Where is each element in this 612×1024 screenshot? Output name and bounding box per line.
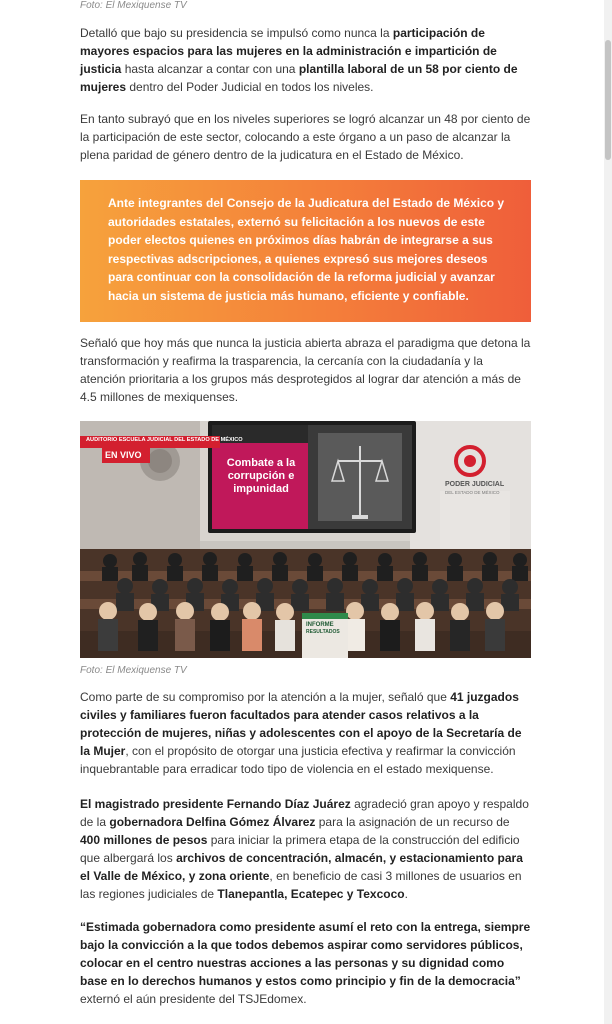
paragraph-niveles-superiores: En tanto subrayó que en los niveles superiores se logró alcanzar un 48 por ciento de la participación de este sector, colocando a este órgano a un paso de alcanzar la plena paridad de género dentro de la judicatura en el Estado de México. [80,112,531,162]
podium-label-line2: RESULTADOS [306,629,340,635]
text-run: Como parte de su compromiso por la atención a la mujer, señaló que [80,690,451,704]
text-run: para la asignación de un recurso de [315,815,510,829]
paragraph-magistrado [80,795,531,903]
poder-judicial-logo-line1: PODER JUDICIAL [445,481,505,488]
text-run-bold: 41 juzgados civiles y familiares fueron facultados para atender casos relativos a la protección de mujeres, niñas y adolescentes con el apoyo de la Secretaría de la Mujer [80,690,522,758]
text-run-bold: El magistrado presidente Fernando Díaz Juárez [80,797,351,811]
text-run: dentro del Poder Judicial en todos los niveles. [126,80,374,94]
text-run: . [404,887,408,901]
live-badge: EN VIVO [105,450,142,460]
text-run: Detalló que bajo su presidencia se impulsó como nunca la [80,26,393,40]
text-run: , con el propósito de otorgar una justicia efectiva y reafirmar la convicción inquebrantable para erradicar todo tipo de violencia en el estado mexiquense. [80,744,516,776]
text-run: para iniciar la primera etapa de la construcción del edificio que albergará los [80,833,520,865]
paragraph-atencion-mujer [80,688,531,778]
text-run: agradeció gran apoyo y respaldo de la [80,797,529,829]
poder-judicial-logo-line2: DEL ESTADO DE MÉXICO [445,490,500,495]
highlight-callout [80,180,531,322]
podium-label-line1: INFORME [306,622,334,628]
text-run-bold: plantilla laboral de un 58 por ciento de mujeres [80,62,518,94]
photo-caption-top: Foto: El Mexiquense TV [80,0,187,11]
text-run: hasta alcanzar a contar con una [121,62,299,76]
vertical-scrollbar[interactable] [604,0,612,1024]
text-run-bold: Tlanepantla, Ecatepec y Texcoco [217,887,405,901]
photo-caption: Foto: El Mexiquense TV [80,665,187,676]
text-run-bold: 400 millones de pesos [80,833,208,847]
text-run-bold: archivos de concentración, almacén, y estacionamiento para el Valle de México, y zona oriente [80,851,523,883]
scrollbar-thumb[interactable] [605,40,611,160]
callout-text: Ante integrantes del Consejo de la Judicatura del Estado de México y autoridades estatales, externó su felicitación a los nuevos de este poder electos quienes en próximos días habrán de integrarse a sus respectivas adscripciones, a quienes expresó sus mejores deseos para continuar con la consolidación de la reforma judicial y avanzar hacia un sistema de justicia más humano, eficiente y confiable. [108,196,505,303]
paragraph-quote [80,918,531,1008]
paragraph-participacion [80,24,531,96]
text-run: externó el aún presidente del TSJEdomex. [80,992,307,1006]
text-run-bold: gobernadora Delfina Gómez Álvarez [109,815,316,829]
event-photo [80,421,531,658]
venue-label: AUDITORIO ESCUELA JUDICIAL DEL ESTADO DE MÉXICO [86,437,243,443]
quote-text: “Estimada gobernadora como presidente asumí el reto con la entrega, siempre bajo la convicción a la que todos debemos aspirar como servidores públicos, colocar en el centro nuestras acciones a las personas y su dignidad como base en lo derechos humanos y estos como principio y fin de la democracia” [80,920,531,988]
paragraph-justicia-abierta: Señaló que hoy más que nunca la justicia abierta abraza el paradigma que detona la transformación y reafirma la trasparencia, la cercanía con la ciudadanía y la atención prioritaria a los grupos más desprotegidos al lograr dar atención a más de 4.5 millones de mexiquenses. [80,336,531,404]
screen-slide-text: Combate a la corrupción e impunidad [226,457,296,495]
text-run-bold: participación de mayores espacios para las mujeres en la administración e impartición de justicia [80,26,497,76]
text-run: , en beneficio de casi 3 millones de usuarios en las regiones judiciales de [80,869,522,901]
